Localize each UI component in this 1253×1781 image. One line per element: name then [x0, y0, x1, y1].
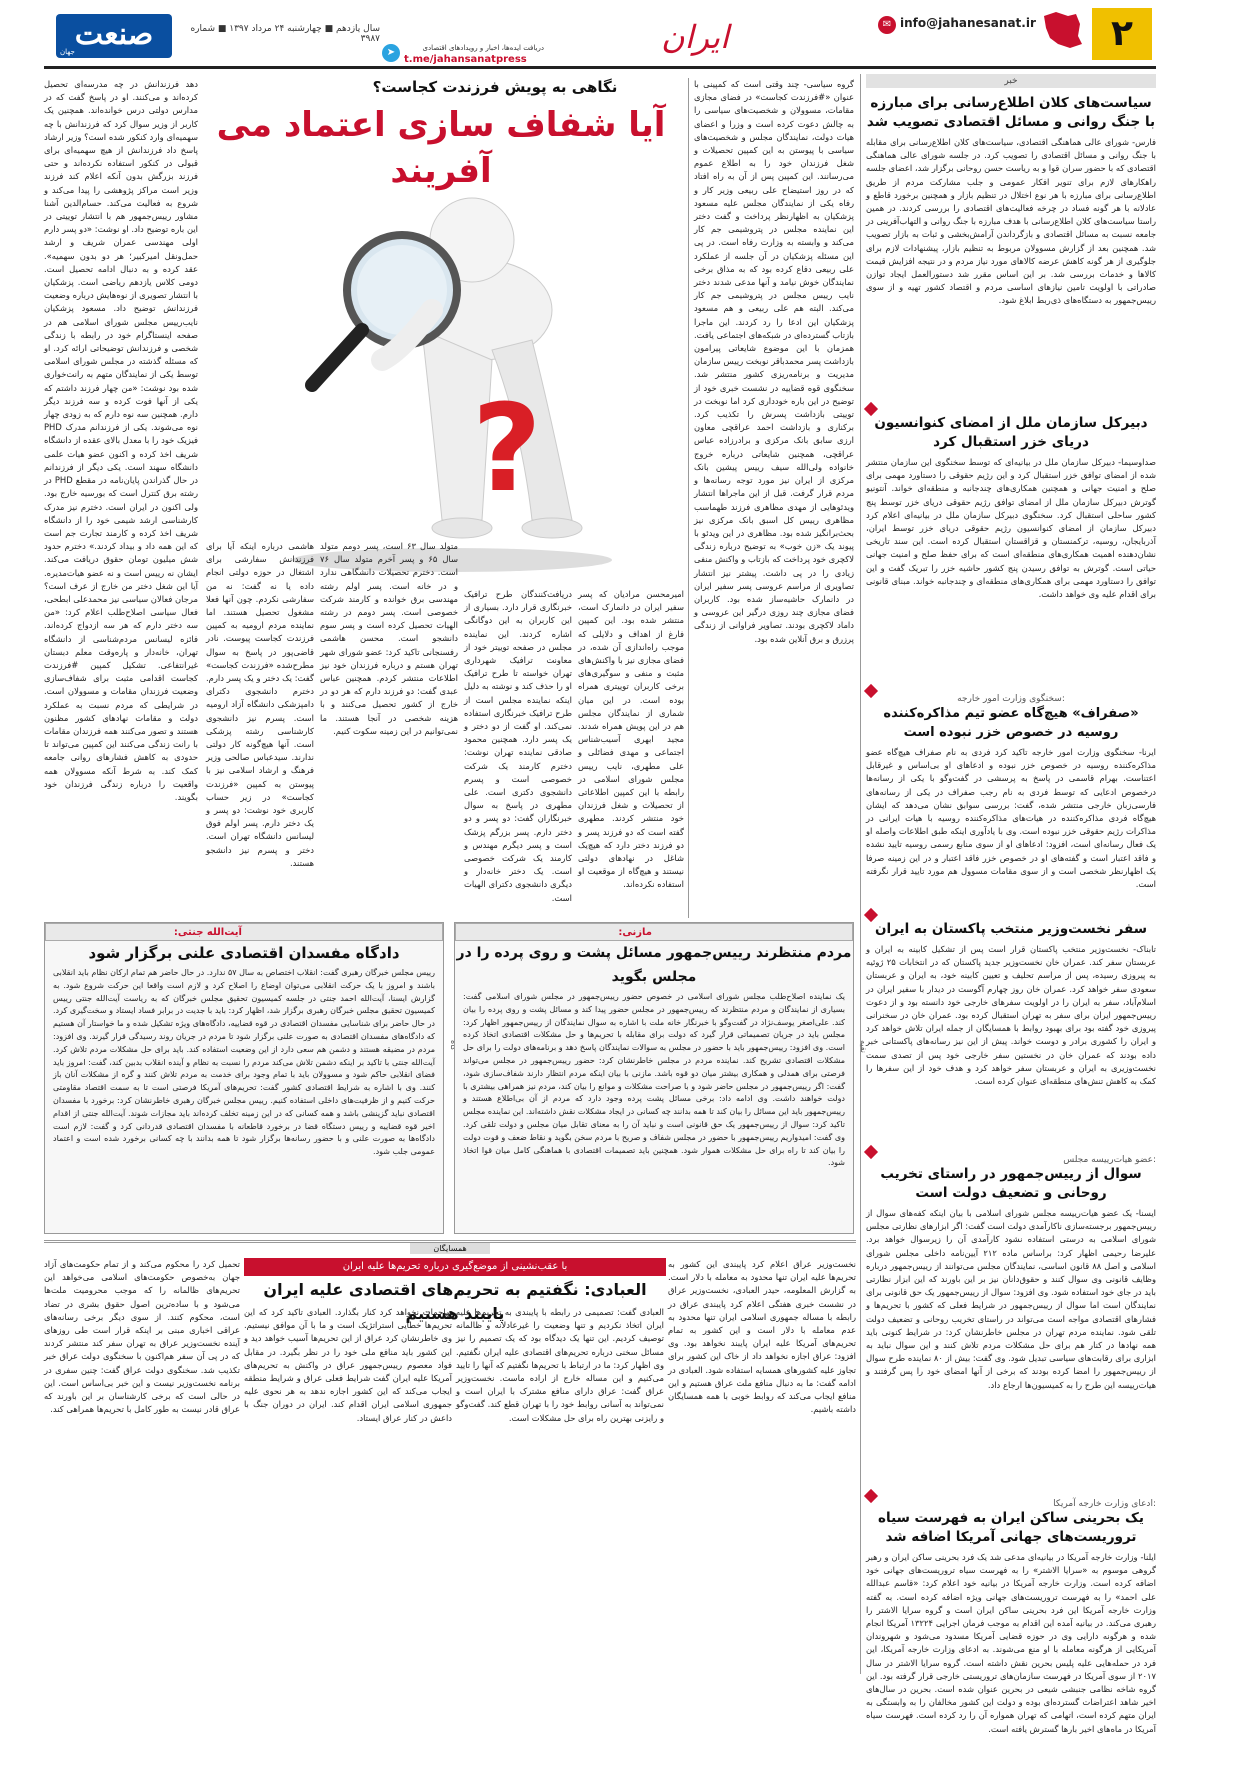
news5-kicker: عضو هیات‌رییسه مجلس:	[1063, 1155, 1156, 1165]
bottom-tag: همسایگان	[410, 1243, 490, 1254]
header	[0, 0, 1253, 70]
email-text: info@jahanesanat.ir	[900, 16, 1036, 30]
main-headline: آیا شفاف سازی اعتماد می آفریند	[216, 105, 666, 191]
news4-body: تابناک- نخست‌وزیر منتخب پاکستان قرار است پس از تشکیل کابینه به ایران و عربستان سفر کند. عمران خان نخست‌وزیر جدید پاکستان که در انتخابات ۲۵ ژوئیه به پیروزی رسیده، پس از مراسم تحلیف و تعیین کابینه خود، به ایران و عربستان سعودی سفر خواهد کرد. عمران خان روز چهارم آگوست در دیدار با سفیر ایران در اسلام‌آباد، سفر به ایران را در اولویت سفرهای خارجی خود دانسته بود و از دعوت رییس‌جمهور ایران برای سفر به تهران استقبال کرده بود. عمران خان در سخنرانی پیروزی خود گفته بود برای بهبود روابط با همسایگان از جمله ایران تلاش خواهد کرد و ایران را کشوری برادر و دوست خواند. پیش از این نیز رسانه‌های پاکستانی خبر داده بودند که عمران خان در نخستین سفر خارجی خود پس از تصدی سمت نخست‌وزیری به ایران و عربستان سفر خواهد کرد و هدف خود از این سفرها را کمک به کاهش تنش‌های منطقه‌ای عنوان کرده است.	[866, 944, 1157, 1087]
page-number: ۲	[1092, 8, 1152, 60]
news4-end-bullet	[866, 1141, 1156, 1151]
right-col-divider	[860, 74, 861, 1674]
bottom-col-2: العبادی گفت: تصمیمی در رابطه با پایبندی به تحریم‌ها علیه ایران اتخاذ نکردیم و تنها وضعیت را غیرعادلانه و ظالمانه توصیف کردیم. این تنها یک دیدگاه بود که یک تصمیم را نیز مسائل سخنی درباره تحریم‌های اقتصادی علیه ایران نگفتیم. وی اظهار کرد: ما در ارتباط با تحریم‌ها نگفتیم که آنها را تایید می‌کنیم و این مساله خارج از اراده ماست. نخست‌وزیر عراق گفت: عراق دارای منافع مشترک با ایران است و نمی‌تواند به آسانی روابط خود را با تهران قطع کند. گفت‌وگو و رایزنی بهترین راه برای حل مشکلات است.	[456, 1307, 664, 1423]
telegram-icon: ➤	[382, 44, 400, 62]
bottom-tag-bar	[44, 1240, 856, 1254]
mail-icon: ✉	[878, 16, 896, 34]
logo-box	[56, 14, 172, 58]
news2-body: صداوسیما- دبیرکل سازمان ملل در بیانیه‌ای که توسط سخنگوی این سازمان منتشر شده از امضای توافق خزر استقبال کرد و این رژیم حقوقی را دستاورد مهمی برای صلح و امنیت جهانی و همچنین همکاری‌های چندجانبه و منطقه‌ای خواند. آنتونیو گوترش دبیرکل سازمان ملل از امضای توافق رژیم حقوقی دریای خزر توسط پنج کشور ساحلی استقبال کرد. سخنگوی دبیرکل سازمان ملل در بیانیه‌ای اعلام کرد دبیرکل سازمان از امضای کنوانسیون رژیم حقوقی دریای خزر توسط ایران، آذربایجان، روسیه، ترکمنستان و قزاقستان استقبال کرده است. این سند تاریخی نشان‌دهنده اهمیت همکاری‌های منطقه‌ای است که برای حفظ صلح و امنیت جهانی حیاتی است. گوترش به توافق رسیدن پنج کشور حاشیه خزر را تبریک گفت و این توافق را دستاورد مهمی برای همکاری‌های منطقه‌ای و چندجانبه خواند. مبنای قانونی برای اقدام علیه وی خواهد داشت.	[866, 457, 1156, 600]
main-lead-col: گروه سیاسی- چند وقتی است که کمپینی با عنوان «#فرزندت کجاست» در فضای مجازی مقامات، مسوولان و شخصیت‌های سیاسی را به چالش دعوت کرده است و وزرا و اعضای هیات دولت، نمایندگان مجلس و شخصیت‌های سیاسی با پیوستن به این کمپین تحصیلات و شغل فرزندان خود را به اطلاع عموم می‌رسانند. این کمپین پس از آن به راه افتاد که در روز استیضاح علی ربیعی وزیر کار و رفاه یکی از نمایندگان مجلس علیه مسعود پزشکیان به اظهارنظر پرداخت و گفت دختر این نماینده مجلس در پتروشیمی جم کار می‌کند و وابسته به وزارت رفاه است. در پی این مسئله پزشکیان در آن جلسه از عملکرد علی ربیعی دفاع کرده بود که به مذاق برخی نمایندگان خوش نیامد و آنها مدعی شدند دختر نایب رییس مجلس در پتروشیمی جم کار می‌کند. البته هم علی ربیعی و هم مسعود پزشکیان این ادعا را رد کردند. این ماجرا بازتاب گسترده‌ای در شبکه‌های اجتماعی یافت. همزمان با این موضوع شایعاتی پیرامون بازداشت پسر محمدباقر نوبخت رییس سازمان مدیریت و برنامه‌ریزی کشور منتشر شد. سخنگوی قوه قضاییه در نشست خبری خود از توضیح در این باره خودداری کرد اما نوبخت در توییتی بازداشت پسرش را تکذیب کرد. برکناری و بازداشت احمد عراقچی معاون ارزی سابق بانک مرکزی و برادرزاده عباس عراقچی، همچنین شایعاتی درباره خروج خانواده ولی‌الله سیف رییس پیشین بانک مرکزی از ایران نیز مورد توجه رسانه‌ها و مردم قرار گرفت. قبل از این ماجرا‌ها انتشار ویدئوهایی از مهدی مظاهری فرزند طهماسب مظاهری رییس کل اسبق بانک مرکزی نیز بحث‌برانگیز شده بود. مظاهری در این ویدئو با پیوند یک «زن خوب» به توضیح درباره زندگی لاکچری خود پرداخت که بازتاب و واکنش منفی زیادی را در پی داشت. پیشتر نیز انتشار تصاویری از مراسم عروسی پسر سفیر ایران در دانمارک حاشیه‌ساز شده بود. کاربران فضای مجازی چند روزی درگیر این عروسی و داماد لاکچری بودند. تصاویر فراوانی از زندگی پرزرق و برق آنلاین شده بود.	[694, 79, 854, 644]
bottom-title: العبادی: نگفتیم به تحریم‌های اقتصادی علیه ایران پایبند هستیم	[263, 1280, 647, 1323]
news3-end-bullet	[866, 904, 1156, 914]
bottom-kicker: با عقب‌نشینی از موضع‌گیری درباره تحریم‌ها علیه ایران	[342, 1261, 568, 1272]
bottom-col-1: نخست‌وزیر عراق اعلام کرد پایبندی این کشور به تحریم‌ها علیه ایران تنها محدود به معامله با دلار است. به گزارش المعلومه، حیدر العبادی، نخست‌وزیر عراق در نشست خبری هفتگی اعلام کرد پایبندی عراق در رابطه با مساله جمهوری اسلامی ایران تنها محدود به عدم معامله با دلار است و این کشور به تمام تحریم‌های آمریکا علیه ایران پایبند نخواهد بود. وی افزود: عراق اجازه نخواهد داد از خاک این کشور برای تجاوز علیه کشورهای همسایه استفاده شود. العبادی در ادامه گفت: ما به دنبال منافع ملت عراق هستیم و این منافع ایجاب می‌کند که روابط خوبی با همه همسایگان داشته باشیم.	[668, 1259, 856, 1415]
box-left-kicker: آیت‌الله جنتی:	[173, 927, 242, 938]
right-col-label: خبر	[866, 74, 1156, 88]
box-right-body: یک نماینده اصلاح‌طلب مجلس شورای اسلامی در خصوص حضور رییس‌جمهور در مجلس شورای اسلامی گفت: بسیاری از نمایندگان و مردم منتظرند که رییس‌جمهور در مجلس حضور پیدا کند و مسائل پشت و روی پرده را بیان کند. علی‌اصغر یوسف‌نژاد در گفت‌وگو با خبرنگار خانه ملت با اشاره به سوال نمایندگان از رییس‌جمهور اظهار کرد: مجلس باید در جریان تصمیماتی قرار گیرد که دولت برای مقابله با تحریم‌ها و حل مشکلات اقتصادی اتخاذ کرده است. وی افزود: رییس‌جمهور باید با حضور در مجلس به سوالات نمایندگان پاسخ دهد و برنامه‌های دولت را برای حل مشکلات اقتصادی تشریح کند. نماینده مردم در مجلس خاطرنشان کرد: حضور رییس‌جمهور در مجلس می‌تواند فرصتی برای همدلی و همکاری بیشتر میان دو قوه باشد. مازنی با بیان اینکه مردم انتظار دارند شفاف‌سازی شود، گفت: اگر رییس‌جمهور در مجلس حاضر شود و با صراحت مشکلات و موانع را بیان کند، مردم نیز همراهی بیشتری با دولت خواهند داشت. وی ادامه داد: برخی مسائل پشت پرده وجود دارد که مردم از آن بی‌اطلاع هستند و رییس‌جمهور باید این مسائل را بیان کند تا همه بدانند چه کسانی در ایجاد مشکلات نقش داشته‌اند. این نماینده مجلس تاکید کرد: سوال از رییس‌جمهور یک حق قانونی است و نباید آن را به معنای تقابل میان مجلس و دولت تلقی کرد. وی گفت: امیدواریم رییس‌جمهور با حضور در مجلس شفاف و صریح با مردم سخن بگوید و نقاط ضعف و قوت دولت را بیان کند تا راه برای حل مشکلات هموار شود. همچنین باید تصمیمات اقتصادی با هماهنگی کامل میان قوا اتخاذ شود.	[463, 992, 845, 1168]
telegram-link[interactable]: t.me/jahansanatpress	[404, 54, 527, 65]
iran-map-icon	[1040, 10, 1084, 50]
news3-kicker: سخنگوی وزارت امور خارجه:	[957, 694, 1065, 704]
box-right-title: مردم منتظرند رییس‌جمهور مسائل پشت و روی پرده را در مجلس بگوید	[456, 945, 852, 985]
news1-title: سیاست‌های کلان اطلاع‌رسانی برای مبارزه با جنگ روانی و مسائل اقتصادی تصویب شد	[866, 95, 1156, 130]
telegram-text: دریافت ایده‌ها، اخبار و رویدادهای اقتصادی	[422, 44, 544, 52]
news5-end-bullet	[866, 1485, 1156, 1495]
bottom-col-3: تهاجمات نخواهد کرد کنار بگذارد. العبادی تاکید کرد که این تحریم‌ها خطایی استراتژیک است و ما با آن موافق نیستیم. وی خاطرنشان کرد عراق از این تحریم‌ها آسیب خواهد دید و این کشور باید منافع ملی خود را در نظر بگیرد. در مقابل فواد معصوم رییس‌جمهور عراق در واکنش به تحریم‌های آمریکا علیه ایران گفت شرایط فعلی عراق و شرایط منطقه ایجاب می‌کند که این کشور اجازه ندهد به هر نحوی علیه جمهوری اسلامی ایران اقدام کند. ایران در دوران جنگ با داعش در کنار عراق ایستاد.	[244, 1307, 452, 1423]
issue-info: سال یازدهم ■ چهارشنبه ۲۴ مرداد ۱۳۹۷ ■ شماره ۳۹۸۷	[190, 24, 380, 44]
main-col-3: متولد سال ۶۳ است، پسر دومم متولد سال ۶۵ و پسر آخرم متولد سال ۷۶ است. دخترم تحصیلات دانشگاهی ندارد و در خانه است. پسر اولم رشته مهندسی برق خوانده و کارمند شرکت خصوصی است. پسر دومم در رشته الهیات تحصیل کرده است و پسر سوم دانشجو است. محسن هاشمی رفسنجانی تاکید کرد: عضو شورای شهر تهران هستم و درباره فرزندان خود نیز اطلاعات منتشر کردم. همچنین عباس عبدی گفت: دو فرزند دارم که هر دو در خارج از کشور تحصیل می‌کنند و با هزینه شخصی در آنجا هستند. ما نمی‌توانیم در این زمینه سکوت کنیم.	[320, 541, 458, 736]
main-col-1: امیرمحسن مرادیان که پسر سفیر ایران در دانمارک است، منتشر شده بود. این کمپین فارغ از اهداف و دلایلی که موجب راه‌اندازی آن شده، در فضای مجازی نیز با واکنش‌های مثبت و منفی و سوگیری‌های برخی کاربران توییتری همراه بوده است. در این میان شماری از نمایندگان مجلس هم در این پویش همراه شدند. مجید ابهری آسیب‌شناس اجتماعی و مهدی فضائلی و علی مطهری، نایب رییس مجلس شورای اسلامی در رابطه با این کمپین اطلاعاتی از تحصیلات و شغل فرزندان خود منتشر کردند. مطهری گفته است که دو فرزند پسر و دو فرزند دختر دارد که هیچ‌یک شاغل در نهادهای دولتی نیستند و هیچ‌گاه از موقعیت او استفاده نکرده‌اند.	[578, 589, 684, 890]
news1-end-bullet	[866, 398, 1156, 408]
box-right	[454, 922, 854, 1234]
bottom-col-4: تحمیل کرد را محکوم می‌کند و از تمام حکومت‌های آزاد جهان به‌خصوص حکومت‌های اسلامی می‌خواهد این تحریم‌های ظالمانه را که موجب محرومیت ملت‌ها می‌شود و با ساده‌ترین اصول حقوق بشری در تضاد است، محکوم کنند. از سوی دیگر برخی رسانه‌های عراقی اخباری مبنی بر اینکه قرار است طی روزهای آینده نخست‌وزیر عراق به تهران سفر کند منتشر کردند که در پی آن سفر هم‌اکنون با سخنگوی دولت عراق خبر تکذیب شد. سخنگوی دولت عراق گفت: چنین سفری در برنامه نخست‌وزیر نیست و این خبر بی‌اساس است. این در حالی است که برخی کارشناسان بر این باورند که عراق قادر نیست به طور کامل با تحریم‌ها همراهی کند.	[44, 1259, 240, 1415]
news3-title: «صفراف» هیچ‌گاه عضو تیم مذاکره‌کننده روسیه در خصوص خزر نبوده است	[883, 706, 1139, 740]
right-column	[865, 74, 1157, 1734]
news1-body: فارس- شورای عالی هماهنگی اقتصادی، سیاست‌های کلان اطلاع‌رسانی برای مقابله با جنگ روانی و مسائل اقتصادی را تصویب کرد. در جلسه شورای عالی هماهنگی اقتصادی که با حضور سران قوا و به ریاست حسن روحانی برگزار شد، اعضای جلسه راهکارهای لازم برای تنویر افکار عمومی و جلب مشارکت مردم از طریق اطلاع‌رسانی برای مبارزه با هر نوع اختلال در تنظیم بازار و همچنین برخورد قاطع و عادلانه با هر گونه فساد در چرخه فعالیت‌های اقتصادی را بررسی کردند. در همین راستا سیاست‌های کلان اطلاع‌رسانی با هدف مبارزه با جنگ روانی و التهاب‌آفرینی در جامعه نسبت به مسائل اقتصادی و بازگرداندن آرامش‌بخشی و ثبات به بازار تصویب شد. همچنین بعد از گزارش مسوولان مربوط به تنظیم بازار، پیشنهادات لازم برای جلوگیری از هر گونه کاهش عرضه کالاهای مورد نیاز مردم و در نتیجه افزایش قیمت کالاها و خدمات بررسی شد. بر این اساس مقرر شد دستورالعمل ایجاد توازن صادراتی با اولویت تامین نیازهای اساسی مردم و اقتصاد کشور تهیه و از سوی رییس‌جمهور به دستگاه‌های ذی‌ربط ابلاغ شود.	[865, 137, 1156, 306]
news5-title: سوال از رییس‌جمهور در راستای تخریب روحانی و تضعیف دولت است	[880, 1166, 1142, 1201]
news6-kicker: ادعای وزارت خارجه آمریکا:	[1053, 1499, 1156, 1509]
box-left-body: رییس مجلس خبرگان رهبری گفت: انقلاب اختصاص به سال ۵۷ ندارد. در حال حاضر هم تمام ارکان نظام باید انقلابی باشند و امروز با یک حرکت انقلابی می‌توان اوضاع را اصلاح کرد و لازم است واقعا این حرکت شروع شود. به گزارش ایسنا، آیت‌الله احمد جنتی در جلسه کمیسیون تحقیق مجلس خبرگان که به ریاست آیت‌الله جنتی رییس کمیسیون تحقیق مجلس خبرگان رهبری برگزار شد، اظهار کرد: باید با جدیت در برابر فساد ایستاد و سخت‌گیری کرد. در حال حاضر برای شناسایی مفسدان اقتصادی در قوه قضاییه، دادگاه‌های ویژه تشکیل شده و ما خواستار آن هستیم که دادگاه‌های مفسدان اقتصادی به صورت علنی برگزار شود تا مردم در جریان روند رسیدگی قرار گیرند. وی افزود: مردم در مضیقه هستند و دشمن هم سعی دارد از این وضعیت استفاده کند. باید برای حل مشکلات مردم تلاش کرد. آیت‌الله جنتی با تاکید بر اینکه دشمن تلاش می‌کند مردم را نسبت به نظام و آینده انقلاب بدبین کند، گفت: امروز باید فضای انقلابی حاکم شود و مسوولان باید با تمام وجود برای خدمت به مردم تلاش کنند و گره از مشکلات آنان باز کنند. وی با اشاره به شرایط اقتصادی کشور گفت: تحریم‌های آمریکا فرصتی است تا به سمت اقتصاد مقاومتی حرکت کنیم و از ظرفیت‌های داخلی استفاده کنیم. رییس مجلس خبرگان رهبری خاطرنشان کرد: برخورد با مفسدان اقتصادی نباید گزینشی باشد و همه کسانی که در این زمینه تخلف کرده‌اند باید مجازات شوند. آیت‌الله جنتی از اقدام اخیر قوه قضاییه و رییس دستگاه قضا در برخورد قاطعانه با مفسدان اقتصادی قدردانی کرد و گفت: لازم است دادگاه‌ها به صورت علنی و با حضور رسانه‌ها برگزار شود تا همه بدانند با چه کسانی برخورد شده است و اعتماد عمومی جلب شود.	[53, 968, 436, 1157]
main-lead-divider	[688, 78, 689, 918]
main-kicker: نگاهی به پویش فرزندت کجاست؟	[372, 78, 618, 96]
header-rule	[44, 66, 1156, 69]
main-col-2: دریافت‌کنندگان طرح ترافیک خبرنگاری قرار دارد. بسیاری از این کاربران به این دوگانگی اشاره کردند. این نماینده مجلس در صفحه توییتر خود از معاونت ترافیک شهرداری تهران خواسته تا طرح ترافیک او را حذف کند و نوشته به دلیل اینکه نماینده مجلس است از طرح ترافیک خبرنگاری استفاده نمی‌کند. او گفت از دو دختر و یک پسر دارد. همچنین محمود صادقی نماینده تهران نوشت: دخترم کارمند یک شرکت خصوصی است و پسرم دانشجوی دکتری است. علی مطهری در پاسخ به سوال خبرنگاران گفت: دو پسر و دو دختر دارم. پسر بزرگم پزشک است و پسر دیگرم مهندس و کارمند یک شرکت خصوصی است. یک دختر خانه‌دار و دیگری دانشجوی دکترای الهیات است.	[464, 589, 572, 903]
box-right-side: نقیه	[859, 1040, 868, 1053]
news4-title: سفر نخست‌وزیر منتخب پاکستان به ایران	[874, 921, 1148, 937]
box-left	[44, 922, 444, 1234]
logo-text: صنعت	[74, 17, 154, 52]
main-col-4: هاشمی درباره اینکه آیا برای فرزندانش سفارشی برای اشتغال در حوزه دولتی انجام داده یا نه گفت: نه من سفارشی نکردم. چون آنها فعلا مشغول تحصیل هستند. اما نماینده مردم ارومیه به کمپین فرزندت کجاست پیوست. نادر قاضی‌پور در پاسخ به سوال مطرح‌شده «فرزندت کجاست» گفت: یک دختر و یک پسر دارم. دخترم دانشجوی دکترای دامپزشکی دانشگاه آزاد ارومیه است. پسرم نیز دانشجوی کارشناسی رشته پزشکی است. آنها هیچ‌گونه کار دولتی ندارند. سیدعباس صالحی وزیر فرهنگ و ارشاد اسلامی نیز با پیوستن به کمپین «فرزندت کجاست» در زیر حساب کاربری خود نوشت: دو پسر و یک دختر دارم. پسر اولم فوق لیسانس دانشگاه تهران است. دختر و پسرم نیز دانشجو هستند.	[206, 541, 314, 868]
box-right-kicker-bar	[455, 923, 853, 941]
news3-body: ایرنا- سخنگوی وزارت امور خارجه تاکید کرد فردی به نام صفراف هیچ‌گاه عضو مذاکره‌کننده روسیه در خصوص خزر نبوده و ادعاهای او بی‌اساس و غیرقابل اعتناست. بهرام قاسمی در پاسخ به پرسشی در گفت‌وگو با یکی از رسانه‌ها درخصوص ادعایی که توسط فردی به نام رجب صفراف در یکی از رسانه‌های فارسی‌زبان خارجی منتشر شده، گفت: بررسی سوابق نشان می‌دهد که ایشان هیچ‌گاه فردی مذاکره‌کننده در هیات‌های مذاکره‌کننده روسیه با هیات ایرانی در مذاکرات رژیم حقوقی خزر نبوده است. وی با یادآوری اینکه طبق اطلاعات واصله او یک فعال رسانه‌ای است، افزود: ادعاهای او از سوی منابع رسمی روسیه تایید نشده و فاقد اعتبار است و گفته‌های او در خصوص خزر فاقد اعتبار و در این زمینه صرفا یک اظهارنظر شخصی است و از سوی مقامات مسوول هم مورد تایید قرار نگرفته است.	[866, 747, 1156, 890]
illustration	[232, 160, 672, 580]
news2-end-bullet	[866, 680, 1156, 690]
box-left-kicker-bar	[45, 923, 443, 941]
box-right-kicker: مازنی:	[618, 927, 652, 938]
news2-title: دبیرکل سازمان ملل از امضای کنوانسیون دریای خزر استقبال کرد	[874, 415, 1148, 450]
logo-small: جهان	[60, 48, 75, 56]
section-title: ایران	[661, 18, 729, 56]
news6-title: یک بحرینی ساکن ایران به فهرست سیاه تروریست‌های جهانی آمریکا اضافه شد	[878, 1510, 1144, 1545]
svg-text:?: ?	[472, 380, 542, 519]
bottom-kicker-bar	[244, 1258, 666, 1276]
main-col-left: دهد فرزندانش در چه مدرسه‌ای تحصیل کرده‌اند و می‌کنند. او در پاسخ گفت که در مدارس دولتی درس خوانده‌اند. همچنین یک کاربر از وزیر سوال کرد که فرزندانش با چه سهمیه‌ای وارد کنکور شده است؟ وزیر ارشاد پاسخ داد فرزندانش از هیچ سهمیه‌ای برای قبولی در کنکور استفاده نکرده‌اند و حتی فرزند بزرگش بدون آنکه اعلام کند فرزند وزیر است مراکز پژوهشی را پیدا می‌کند و شروع به فعالیت می‌کند. حسام‌الدین آشنا مشاور رییس‌جمهور هم با انتشار توییتی در این باره توضیح داد. او نوشت: «دو پسر دارم اولی مهندسی عمران شریف و ارشد حمل‌ونقل امیرکبیر؛ هر دو بدون سهمیه». عقد کرده و به دنبال ادامه تحصیل است. دومی کلاس یازدهم ریاضی است. پزشکیان با انتشار تصویری از نوه‌هایش درباره وضعیت فرزندانش توضیح داد. مسعود پزشکیان نایب‌رییس مجلس شورای اسلامی هم در صفحه اینستاگرام خود در رابطه با زندگی شخصی و فرزندانش توضیحاتی ارائه کرد. او که مسئله گذشته در مجلس شورای اسلامی توسط یکی از نمایندگان متهم به رانت‌خواری شده بود نوشت: «من چهار فرزند داشتم که یکی از آنها فوت کرده و سه فرزند دیگر دارم. همچنین سه نوه دارم که به زودی چهار نوه می‌شوند. یکی از فرزندانم مدرک PHD فیزیک خود را با معدل بالای عقده از دانشگاه شریف اخذ کرده و اکنون عضو هیات علمی دانشگاه سهند است. یکی دیگر از فرزندانم در حال گذراندن پایان‌نامه در مقطع PHD در رشته برق کنترل است که بورسیه خارج بود. ولی اکنون در ایران است. دخترم نیز مدرک کارشناسی ارشد شیمی خود را از دانشگاه شریف اخذ کرده و کارمند تجارت جم است که این همه داد و بیداد کردند.» دخترم حدود شش میلیون تومان حقوق دریافت می‌کند. ایشان نه رییس است و نه عضو هیات‌مدیره. آیا این شغل دختر من خارج از عرف است؟ مرجان فعالان سیاسی نیز محمدعلی ابطحی، فعال سیاسی اصلاح‌طلب اعلام کرد: «من سه دختر دارم که هر سه ازدواج کرده‌اند. فائزه لیسانس مردم‌شناسی از دانشگاه تهران، خانه‌دار و پاره‌وقت معلم دبستان غیرانتفاعی. تشکیل کمپین #فرزندت کجاست اقدامی مثبت برای شفاف‌سازی وضعیت فرزندان مقامات و مسوولان است. در شرایطی که مردم نسبت به عملکرد دولت و مقامات نهادهای کشور مظنون هستند و تصور می‌کنند همه فرزندان مقامات با رانت زندگی می‌کنند این کمپین می‌تواند تا حدودی به کاهش فشارهای روانی جامعه کمک کند. به شرط آنکه مسوولان همه واقعیت را درباره زندگی فرزندان خود بگویند.	[44, 79, 199, 802]
box-left-title: دادگاه مفسدان اقتصادی علنی برگزار شود	[88, 944, 400, 962]
news6-body: ایلنا- وزارت خارجه آمریکا در بیانیه‌ای مدعی شد یک فرد بحرینی ساکن ایران و رهبر گروهی موسوم به «سرایا الاشتر» را به فهرست سیاه تروریست‌های جهانی خود اضافه کرده است. وزارت خارجه آمریکا در بیانیه خود اعلام کرد: «قاسم عبدالله علی احمد» را به فهرست تروریست‌های جهانی ویژه اضافه کرده است. به گفته وزارت خارجه آمریکا این فرد بحرینی ساکن ایران است و گروه سرایا الاشتر را رهبری می‌کند. در بیانیه آمده این اقدام به موجب فرمان اجرایی ۱۳۲۲۴ آمریکا انجام شده و هرگونه دارایی وی در حوزه قضایی آمریکا مسدود می‌شود و شهروندان آمریکایی از هرگونه معامله با او منع می‌شوند. به ادعای وزارت خارجه آمریکا، این فرد در حمله‌هایی علیه پلیس بحرین نقش داشته است. گروه سرایا الاشتر در سال ۲۰۱۷ از سوی آمریکا در فهرست سازمان‌های تروریستی خارجی قرار گرفته بود. این گروه شاخه نظامی جنبشی شیعی در بحرین عنوان شده است. بحرین در سال‌های اخیر شاهد اعتراضات گسترده‌ای بوده و دولت این کشور مخالفان را به وابستگی به ایران متهم کرده است، اتهامی که تهران همواره آن را رد کرده است. فهرست سیاه آمریکا در ماه‌های اخیر بارها گسترش یافته است.	[866, 1552, 1157, 1734]
news5-body: ایسنا- یک عضو هیات‌رییسه مجلس شورای اسلامی با بیان اینکه کفه‌های سوال از رییس‌جمهور برجسته‌سازی ناکارآمدی دولت است گفت: اگر ابزارهای نظارتی مجلس شورای اسلامی به درستی استفاده نشود کارآمدی آن را زیرسوال خواهد برد. علیرضا رحیمی اظهار کرد: براساس ماده ۲۱۲ آیین‌نامه داخلی مجلس شورای اسلامی و اصل ۸۸ قانون اساسی، نمایندگان مجلس می‌توانند از رییس‌جمهور درباره وظایف قانونی وی سوال کنند و حقوق‌دانان نیز بر این باورند که این ابزار نظارتی باید در جای خود استفاده شود. وی افزود: سوال از رییس‌جمهور یک حق قانونی برای نمایندگان است اما سوال از رییس‌جمهور در شرایط فعلی که کشور با تحریم‌ها و فشارهای اقتصادی مواجه است می‌تواند در راستای تخریب روحانی و تضعیف دولت تلقی شود. نماینده مردم تهران در مجلس خاطرنشان کرد: در شرایط کنونی باید همه نهادها در کنار هم برای حل مشکلات مردم تلاش کنند و این سوال نباید به ابزاری برای رقابت‌های سیاسی تبدیل شود. وی گفت: بیش از ۸۰ نماینده طرح سوال از رییس‌جمهور را امضا کرده بودند که برخی از آنها امضای خود را پس گرفتند و هیات‌رییسه این طرح را به کمیسیون‌ها ارجاع داد.	[866, 1208, 1157, 1390]
